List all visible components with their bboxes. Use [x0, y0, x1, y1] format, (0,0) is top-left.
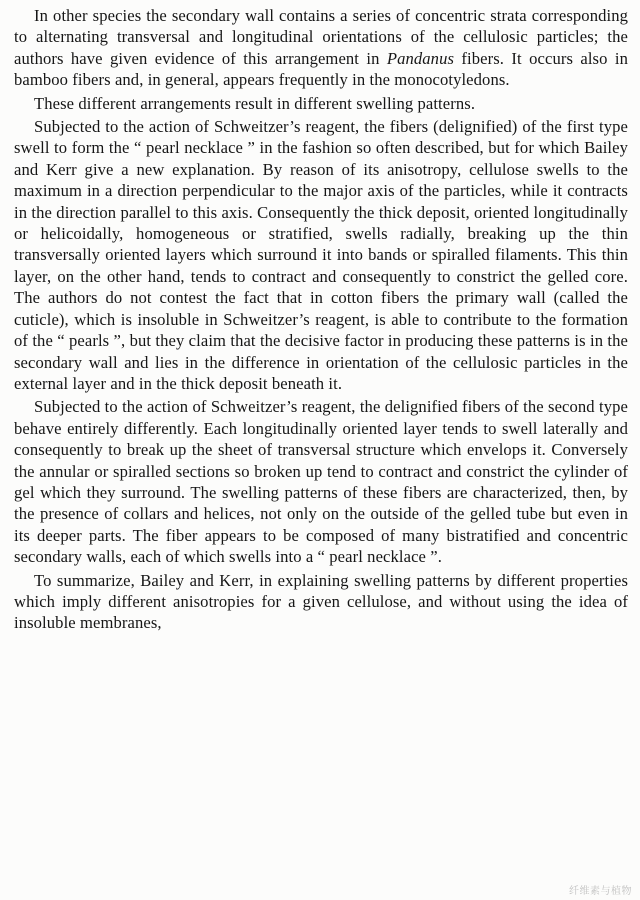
watermark: 纤维素与植物 — [569, 886, 632, 897]
paragraph — [14, 5, 628, 91]
paragraph-text: These different arrangements result in different swelling patterns. — [34, 93, 476, 113]
paragraph-text: fibers. It occurs also in bamboo fibers and, in general, appears frequently in the monocotyledons. — [14, 48, 628, 90]
paragraph — [14, 396, 628, 567]
paragraph — [14, 93, 628, 114]
paragraph-text: To summarize, Bailey and Kerr, in explaining swelling patterns by different properties which imply different anisotropies for a given cellulose, and without using the idea of insoluble membranes, — [14, 570, 628, 633]
paragraph-text: Subjected to the action of Schweitzer’s reagent, the fibers (delignified) of the first type swell to form the “ pearl necklace ” in the fashion so often described, but for which Bailey and Kerr give a new explanation. By reason of its anisotropy, cellulose swells to the maximum in a direction perpendicular to the major axis of the particles, while it contracts in the direction parallel to this axis. Consequently the thick deposit, oriented longitudinally or helicoidally, homogeneous or stratified, swells radially, breaking up the thin transversally oriented layers which surround it into bands or spiralled filaments. This thin layer, on the other hand, tends to contract and consequently to constrict the gelled core. The authors do not contest the fact that in cotton fibers the primary wall (called the cuticle), which is insoluble in Schweitzer’s reagent, is able to contribute to the formation of the “ pearls ”, but they claim that the decisive factor in producing these patterns is in the secondary wall and lies in the difference in orientation of the cellulosic particles in the external layer and in the thick deposit beneath it. — [14, 117, 628, 393]
document-body — [14, 5, 628, 634]
paragraph — [14, 570, 628, 634]
paragraph — [14, 116, 628, 394]
italic-term: Pandanus — [386, 48, 455, 68]
paragraph-text: In other species the secondary wall contains a series of concentric strata corresponding to alternating transversal and longitudinal orientations of the cellulosic particles; the authors have given evidence of this arrangement in — [14, 6, 628, 68]
paragraph-text: Subjected to the action of Schweitzer’s reagent, the delignified fibers of the second type behave entirely differently. Each longitudinally oriented layer tends to swell laterally and consequently to break up the sheet of transversal structure which envelops it. Conversely the annular or spiralled sections so broken up tend to contract and constrict the cylinder of gel which they surround. The swelling patterns of these fibers are characterized, then, by the presence of collars and helices, not only on the outside of the gelled tube but even in its deeper parts. The fiber appears to be composed of many bistratified and concentric secondary walls, each of which swells into a “ pearl necklace ”. — [14, 397, 628, 567]
